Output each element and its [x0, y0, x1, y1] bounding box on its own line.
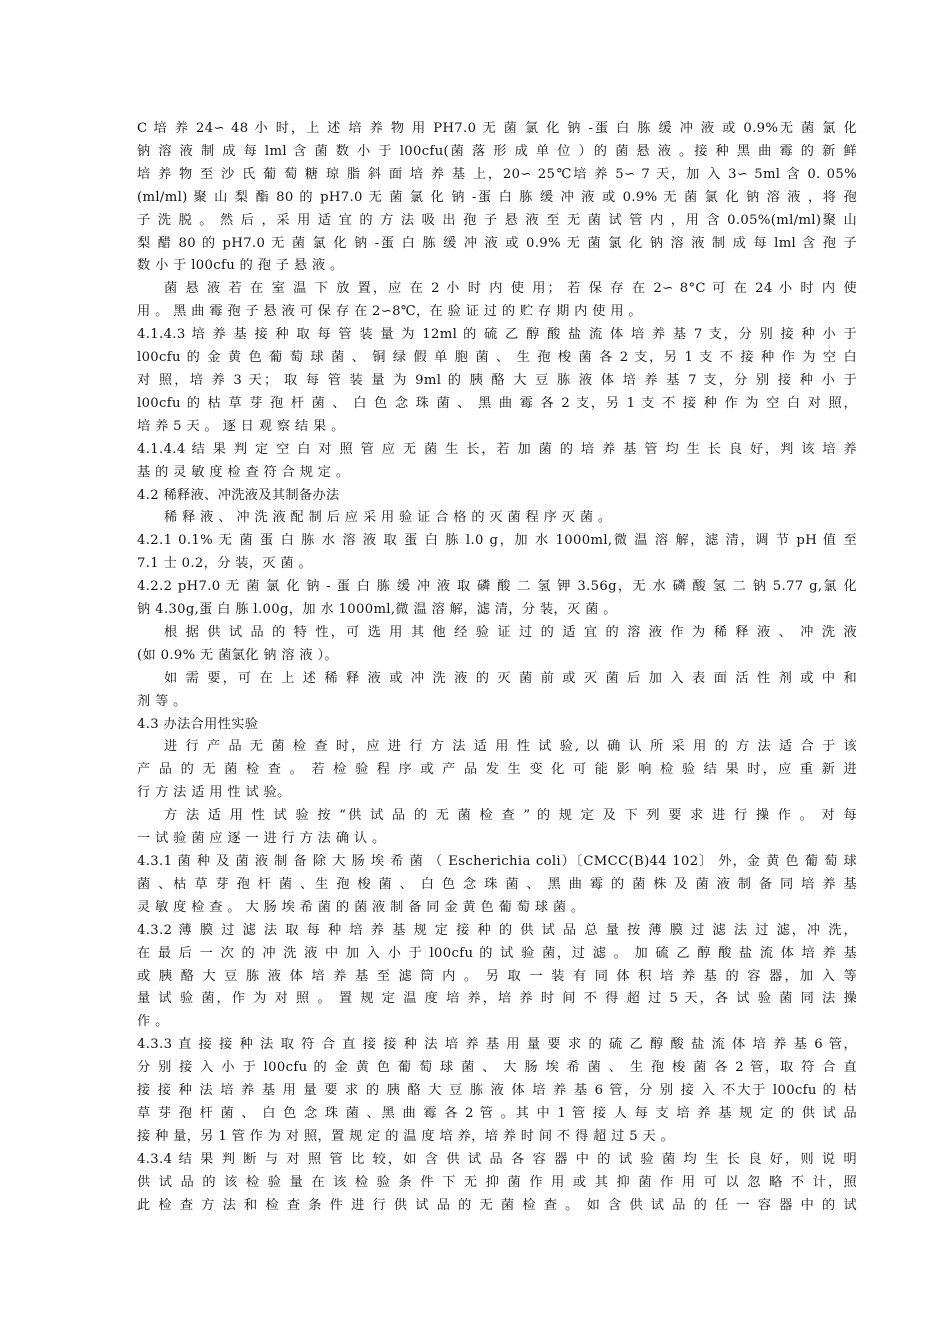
text-line: 4.3.4 结 果 判 断 与 对 照 管 比 较，如 含 供 试 品 各 容 器 中 的 试 验 菌 均 生 长 良 好，则 说 明: [137, 1151, 857, 1167]
text-line: 进 行 产 品 无 菌 检 查 时，应 进 行 方 法 适 用 性 试 验, 以 确 认 所 采 用 的 方 法 适 合 于 该: [164, 739, 857, 755]
text-line: l00cfu 的 金 黄 色 葡 萄 球 菌 、 铜 绿 假 单 胞 菌 、 生 孢 梭 菌 各 2 支，另 1 支 不 接 种 作 为 空 白: [137, 350, 857, 366]
text-line: 草 芽 孢 杆 菌 、 白 色 念 珠 菌 、黑 曲 霉 各 2 管 。其 中 1 管 接 人 每 支 培 养 基 规 定 的 供 试 品: [137, 1105, 857, 1121]
text-line: 培 养 5 天 。 逐 日 观 察 结 果 。: [137, 418, 345, 434]
text-line: 培 养 物 至 沙 氏 葡 萄 糖 琼 脂 斜 面 培 养 基 上，20∽ 25℃培 养 5∽ 7 天，加 入 3∽ 5ml 含 0. 05%: [137, 166, 857, 182]
text-line: 接 接 种 法 培 养 基 用 量 要 求 的 胰 酪 大 豆 胨 液 体 培 养 基 6 管，分 别 接 入 不大于 l00cfu 的 枯: [137, 1083, 857, 1099]
text-line: 或 胰 酪 大 豆 胨 液 体 培 养 基 至 滤 筒 内 。 另 取 一 装 有 同 体 积 培 养 基 的 容 器，加 入 等: [137, 968, 857, 984]
text-line: 数 小 于 l00cfu 的 孢 子 悬 液 。: [137, 258, 344, 274]
text-line: 4.3.2 薄 膜 过 滤 法 取 每 种 培 养 基 规 定 接 种 的 供 试 品 总 量 按 薄 膜 过 滤 法 过 滤，冲 洗，: [137, 922, 857, 938]
text-line: 基 的 灵 敏 度 检 查 符 合 规 定 。: [137, 464, 350, 480]
text-line: 7.1 士 0.2，分 装，灭 菌 。: [137, 556, 313, 572]
text-line: 梨 醋 80 的 pH7.0 无 菌 氯 化 钠 -蛋 白 胨 缓 冲 液 或 0.9% 无 菌 氯 化 钠 溶 液 制 成 每 lml 含 孢 子: [137, 235, 857, 251]
text-line: 根 据 供 试 品 的 特 性，可 选 用 其 他 经 验 证 过 的 适 宜 的 溶 液 作 为 稀 释 液 、 冲 洗 液: [164, 624, 857, 640]
text-line: 产 品 的 无 菌 检 查 。 若 检 验 程 序 或 产 品 发 生 变 化 可 能 影 响 检 验 结 果 时，应 重 新 进: [137, 762, 857, 778]
text-line: 子 洗 脱 。 然 后 ，采 用 适 宜 的 方 法 吸 出 孢 子 悬 液 至 无 菌 试 管 内 ，用 含 0.05%(ml/ml)聚 山: [137, 212, 857, 228]
text-line: 4.1.4.4 结 果 判 定 空 白 对 照 管 应 无 菌 生 长，若 加 菌 的 培 养 基 管 均 生 长 良 好，判 该 培 养: [137, 441, 857, 457]
text-line: 4.3.3 直 接 接 种 法 取 符 合 直 接 接 种 法 培 养 基 用 量 要 求 的 硫 乙 醇 酸 盐 流 体 培 养 基 6 管，: [137, 1037, 857, 1053]
text-line: 菌 、枯 草 芽 孢 杆 菌 、生 孢 梭 菌 、 白 色 念 珠 菌 、 黑 曲 霉 的 菌 株 及 菌 液 制 备 同 培 养 基: [137, 876, 857, 892]
text-line: 4.3 办法合用性实验: [137, 716, 259, 732]
text-line: 量 试 验 菌，作 为 对 照 。 置 规 定 温 度 培 养，培 养 时 间 不 得 超 过 5 天，各 试 验 菌 同 法 操: [137, 991, 857, 1007]
text-line: 此 检 查 方 法 和 检 查 条 件 进 行 供 试 品 的 无 菌 检 查 。 如 含 供 试 品 的 任 一 容 器 中 的 试: [137, 1197, 857, 1213]
text-line: 接 种 量，另 1 管 作 为 对 照，置 规 定 的 温 度 培 养，培 养 时 间 不 得 超 过 5 天 。: [137, 1128, 675, 1144]
text-line: 如 需 要，可 在 上 述 稀 释 液 或 冲 洗 液 的 灭 菌 前 或 灭 菌 后 加 入 表 面 活 性 剂 或 中 和: [164, 670, 857, 686]
text-line: 一 试 验 菌 应 逐 一 进 行 方 法 确 认 。: [137, 831, 386, 847]
text-line: 稀 释 液 、 冲 洗 液 配 制 后 应 采 用 验 证 合 格 的 灭 菌 程 序 灭 菌 。: [164, 510, 612, 526]
text-line: 作 。: [137, 1014, 169, 1030]
text-line: 4.2 稀释液、冲洗液及其制备办法: [137, 487, 340, 503]
text-line: 4.2.2 pH7.0 无 菌 氯 化 钠 - 蛋 白 胨 缓 冲 液 取 磷 酸 二 氢 钾 3.56g，无 水 磷 酸 氢 二 钠 5.77 g,氯 化: [137, 579, 857, 595]
text-line: 剂 等 。: [137, 693, 187, 709]
text-line: 对 照，培 养 3 天； 取 每 管 装 量 为 9ml 的 胰 酪 大 豆 胨 液 体 培 养 基 7 支，分 别 接 种 小 于: [137, 372, 857, 388]
text-line: l00cfu 的 枯 草 芽 孢 杆 菌 、 白 色 念 珠 菌 、 黑 曲 霉 各 2 支，另 1 支 不 接 种 作 为 空 白 对 照，: [137, 395, 857, 411]
text-line: (ml/ml) 聚 山 梨 酯 80 的 pH7.0 无 菌 氯 化 钠 -蛋 白 胨 缓 冲 液 或 0.9% 无 菌 氯 化 钠 溶 液 ，将 孢: [137, 189, 857, 205]
text-line: 行 方 法 适 用 性 试 验。: [137, 785, 291, 801]
text-line: 供 试 品 的 该 检 验 量 在 该 检 验 条 件 下 无 抑 菌 作 用 或 其 抑 菌 作 用 可 以 忽 略 不 计，照: [137, 1174, 857, 1190]
text-line: 4.3.1 菌 种 及 菌 液 制 备 除 大 肠 埃 希 菌 （ Escherichia coli）〔CMCC(B)44 102〕 外，金 黄 色 葡 萄 球: [137, 854, 857, 869]
document-page: [137, 118, 857, 1218]
text-line: 在 最 后 一 次 的 冲 洗 液 中 加 入 小 于 l00cfu 的 试 验 菌，过 滤 。 加 硫 乙 醇 酸 盐 流 体 培 养 基: [137, 945, 857, 961]
text-line: (如 0.9% 无 菌氯化 钠 溶 液 ）。: [137, 647, 338, 663]
text-line: 4.1.4.3 培 养 基 接 种 取 每 管 装 量 为 12ml 的 硫 乙 醇 酸 盐 流 体 培 养 基 7 支，分 别 接 种 小 于: [137, 327, 857, 343]
text-line: 钠 溶 液 制 成 每 lml 含 菌 数 小 于 l00cfu(菌 落 形 成 单 位 ）的 菌 悬 液 。接 种 黑 曲 霉 的 新 鲜: [137, 143, 857, 159]
text-line: 钠 4.30g,蛋 白 胨 l.00g，加 水 1000ml,微 温 溶 解，滤 清，分 装，灭 菌 。: [137, 602, 617, 618]
text-line: 菌 悬 液 若 在 室 温 下 放 置，应 在 2 小 时 内 使 用； 若 保 存 在 2∽ 8°C 可 在 24 小 时 内 使: [164, 281, 857, 297]
text-line: 方 法 适 用 性 试 验 按 “供 试 品 的 无 菌 检 查 ” 的 规 定 及 下 列 要 求 进 行 操 作 。 对 每: [164, 808, 857, 824]
text-line: 灵 敏 度 检 查 。 大 肠 埃 希 菌 的 菌 液 制 备 同 金 黄 色 葡 萄 球 菌 。: [137, 899, 585, 915]
text-line: 分 别 接 入 小 于 l00cfu 的 金 黄 色 葡 萄 球 菌 、 大 肠 埃 希 菌 、 生 孢 梭 菌 各 2 管，取 符 合 直: [137, 1060, 857, 1076]
text-line: 用 。 黑 曲 霉 孢 子 悬 液 可 保 存 在 2∽8℃，在 验 证 过 的 贮 存 期 内 使 用 。: [137, 304, 642, 320]
text-line: 4.2.1 0.1% 无 菌 蛋 白 胨 水 溶 液 取 蛋 白 胨 l.0 g，加 水 1000ml,微 温 溶 解，滤 清，调 节 pH 值 至: [137, 533, 857, 549]
text-line: C 培 养 24∽ 48 小 时，上 述 培 养 物 用 PH7.0 无 菌 氯 化 钠 -蛋 白 胨 缓 冲 液 或 0.9%无 菌 氯 化: [137, 121, 857, 136]
